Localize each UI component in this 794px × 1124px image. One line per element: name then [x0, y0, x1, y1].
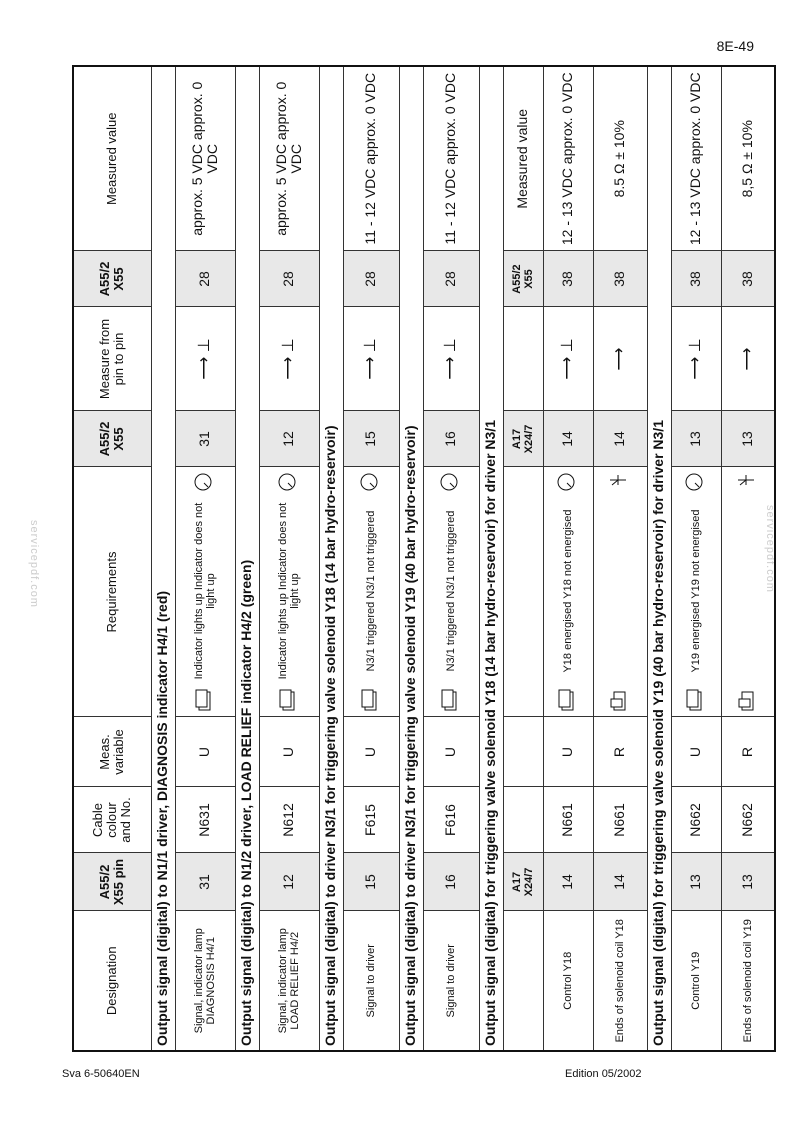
- pin: 12: [259, 853, 319, 911]
- pin: 13: [721, 853, 775, 911]
- lamp-icon: [277, 473, 300, 493]
- watermark: servicepdf.com: [28, 520, 40, 608]
- hdr-measure-from: Measure from pin to pin: [73, 307, 151, 411]
- table-row: [671, 66, 721, 1051]
- measured-value: 8.5 Ω ± 10%: [593, 66, 647, 251]
- designation: Signal, indicator lamp DIAGNOSIS H4/1: [175, 911, 235, 1051]
- hdr-requirements: Requirements: [73, 467, 151, 717]
- table-row: [721, 66, 775, 1051]
- requirement: Y18 energised Y18 not energised: [561, 509, 574, 673]
- pin: 31: [175, 853, 235, 911]
- cable: N612: [259, 787, 319, 853]
- lamp-icon: [359, 473, 382, 493]
- table-row: [175, 66, 235, 1051]
- meas-var: U: [343, 717, 399, 787]
- pin-to: 38: [721, 251, 775, 307]
- designation: Signal to driver: [423, 911, 479, 1051]
- requirement: N3/1 triggered N3/1 not triggered: [364, 510, 377, 672]
- cable: N661: [593, 787, 647, 853]
- pin-from: 14: [543, 411, 593, 467]
- pin-to: 38: [543, 251, 593, 307]
- pin: 14: [543, 853, 593, 911]
- meas-var: U: [175, 717, 235, 787]
- designation: Control Y18: [543, 911, 593, 1051]
- footer-edition: Edition 05/2002: [565, 1068, 642, 1080]
- key-switch-icon: [279, 690, 298, 712]
- meas-var: U: [671, 717, 721, 787]
- measured-value: approx. 5 VDC approx. 0 VDC: [259, 66, 319, 251]
- requirement: Indicator lights up Indicator does not light up: [276, 502, 301, 680]
- pin-to: 28: [423, 251, 479, 307]
- hdr-a55-b: A55/2 X55: [73, 251, 151, 307]
- hdr-pin: A55/2 X55 pin: [73, 853, 151, 911]
- pin-from: 14: [593, 411, 647, 467]
- pin-from: 31: [175, 411, 235, 467]
- pin: 16: [423, 853, 479, 911]
- sub-pin: A17 X24/7: [503, 853, 543, 911]
- cable: F615: [343, 787, 399, 853]
- arrow-to-ground-icon: ⟶ ⊥: [259, 307, 319, 411]
- designation: Signal, indicator lamp LOAD RELIEF H4/2: [259, 911, 319, 1051]
- hdr-meas-var: Meas. variable: [73, 717, 151, 787]
- section-title: Output signal (digital) to N1/1 driver, DIAGNOSIS indicator H4/1 (red): [151, 66, 175, 1051]
- sub-a: A17 X24/7: [503, 411, 543, 467]
- measurement-table-rotated: [72, 67, 756, 1052]
- key-switch-icon: [361, 690, 380, 712]
- lamp-icon: [684, 473, 707, 493]
- pin-from: 13: [671, 411, 721, 467]
- arrow-icon: ⟶: [721, 307, 775, 411]
- cable: F616: [423, 787, 479, 853]
- requirement: Y19 energised Y19 not energised: [689, 509, 702, 673]
- table-row: [343, 66, 399, 1051]
- lamp-icon: [193, 473, 216, 493]
- hdr-cable: Cable colour and No.: [73, 787, 151, 853]
- key-switch-icon: [686, 690, 705, 712]
- measured-value: 8,5 Ω ± 10%: [721, 66, 775, 251]
- arrow-to-ground-icon: ⟶ ⊥: [175, 307, 235, 411]
- page-number: 8E-49: [716, 38, 754, 54]
- section-title: Output signal (digital) to N1/2 driver, LOAD RELIEF indicator H4/2 (green): [235, 66, 259, 1051]
- pin-to: 38: [593, 251, 647, 307]
- section-title: Output signal (digital) to driver N3/1 for triggering valve solenoid Y19 (40 bar hydro-reservoir): [399, 66, 423, 1051]
- hdr-a55: A55/2 X55: [73, 411, 151, 467]
- designation: Signal to driver: [343, 911, 399, 1051]
- hdr-designation: Designation: [73, 911, 151, 1051]
- section-title: Output signal (digital) for triggering valve solenoid Y19 (40 bar hydro-reservoir) for driver N3/1: [647, 66, 671, 1051]
- measurement-table: [72, 65, 776, 1052]
- table-row: [593, 66, 647, 1051]
- pin-to: 28: [175, 251, 235, 307]
- designation: Ends of solenoid coil Y19: [721, 911, 775, 1051]
- arrow-to-ground-icon: ⟶ ⊥: [343, 307, 399, 411]
- section-title: Output signal (digital) for triggering valve solenoid Y18 (14 bar hydro-reservoir) for driver N3/1: [479, 66, 503, 1051]
- designation: Ends of solenoid coil Y18: [593, 911, 647, 1051]
- pin: 13: [671, 853, 721, 911]
- cable: N661: [543, 787, 593, 853]
- pin-from: 15: [343, 411, 399, 467]
- cable: N662: [721, 787, 775, 853]
- diode-icon: [609, 473, 630, 489]
- meas-var: U: [543, 717, 593, 787]
- key-switch-off-icon: [738, 690, 757, 712]
- pin-from: 12: [259, 411, 319, 467]
- table-row: [543, 66, 593, 1051]
- meas-var: U: [423, 717, 479, 787]
- key-switch-icon: [558, 690, 577, 712]
- sub-b: A55/2 X55: [503, 251, 543, 307]
- key-switch-icon: [441, 690, 460, 712]
- watermark: servicepdf.com: [764, 505, 776, 593]
- arrow-icon: ⟶: [593, 307, 647, 411]
- measured-value: 11 - 12 VDC approx. 0 VDC: [423, 66, 479, 251]
- arrow-to-ground-icon: ⟶ ⊥: [543, 307, 593, 411]
- cable: N631: [175, 787, 235, 853]
- pin-from: 16: [423, 411, 479, 467]
- requirement: Indicator lights up Indicator does not light up: [192, 502, 217, 680]
- arrow-to-ground-icon: ⟶ ⊥: [671, 307, 721, 411]
- lamp-icon: [556, 473, 579, 493]
- pin-to: 28: [259, 251, 319, 307]
- pin-to: 38: [671, 251, 721, 307]
- meas-var: R: [721, 717, 775, 787]
- table-row: [259, 66, 319, 1051]
- measured-value: 12 - 13 VDC approx. 0 VDC: [543, 66, 593, 251]
- diode-icon: [737, 473, 758, 489]
- sub-header-row: [503, 66, 543, 1051]
- meas-var: R: [593, 717, 647, 787]
- cable: N662: [671, 787, 721, 853]
- requirement: N3/1 triggered N3/1 not triggered: [444, 510, 457, 672]
- key-switch-off-icon: [610, 690, 629, 712]
- meas-var: U: [259, 717, 319, 787]
- table-row: [423, 66, 479, 1051]
- measured-value: approx. 5 VDC approx. 0 VDC: [175, 66, 235, 251]
- section-title: Output signal (digital) to driver N3/1 for triggering valve solenoid Y18 (14 bar hydro-reservoir): [319, 66, 343, 1051]
- designation: Control Y19: [671, 911, 721, 1051]
- arrow-to-ground-icon: ⟶ ⊥: [423, 307, 479, 411]
- sub-measured: Measured value: [503, 66, 543, 251]
- pin: 14: [593, 853, 647, 911]
- pin: 15: [343, 853, 399, 911]
- hdr-measured: Measured value: [73, 66, 151, 251]
- measured-value: 11 - 12 VDC approx. 0 VDC: [343, 66, 399, 251]
- lamp-icon: [439, 473, 462, 493]
- key-switch-icon: [195, 690, 214, 712]
- pin-from: 13: [721, 411, 775, 467]
- pin-to: 28: [343, 251, 399, 307]
- footer-doc-id: Sva 6-50640EN: [62, 1068, 140, 1080]
- measured-value: 12 - 13 VDC approx. 0 VDC: [671, 66, 721, 251]
